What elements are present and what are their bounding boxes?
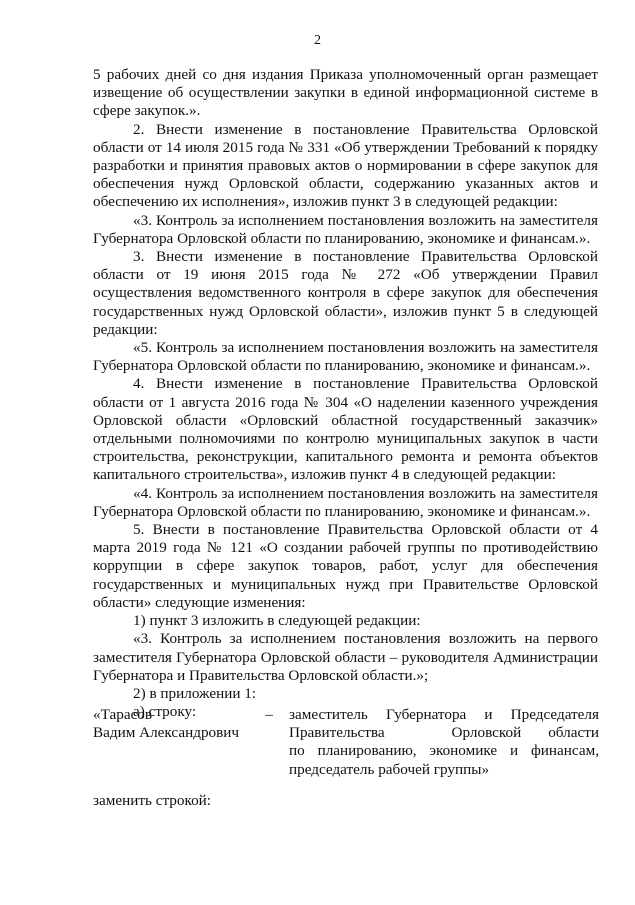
position-line: заместитель Губернатора и Председателя bbox=[289, 706, 599, 723]
position-word: Орловской bbox=[451, 724, 522, 742]
position-line bbox=[289, 724, 599, 742]
paragraph: «3. Контроль за исполнением постановления возложить на заместителя Губернатора Орловской области по планированию, экономике и финансам.». bbox=[93, 211, 598, 247]
list-item: 2) в приложении 1: bbox=[133, 684, 257, 702]
position-line: председатель рабочей группы» bbox=[289, 760, 490, 778]
member-given-names: Вадим Александрович bbox=[93, 724, 240, 742]
paragraph: «5. Контроль за исполнением постановления возложить на заместителя Губернатора Орловской области по планированию, экономике и финансам.». bbox=[93, 339, 598, 375]
member-surname: «Тарасов bbox=[93, 706, 153, 723]
position-word: Правительства bbox=[289, 724, 385, 742]
position-word: области bbox=[548, 724, 599, 742]
page-number: 2 bbox=[314, 33, 321, 48]
replace-instruction: заменить строкой: bbox=[93, 792, 212, 809]
member-name bbox=[93, 706, 263, 742]
paragraph: «3. Контроль за исполнением постановления возложить на первого заместителя Губернатора Орловской области – руководителя Администрации Губернатора и Правительства Орловской области.»; bbox=[93, 630, 598, 684]
paragraph: 5. Внести в постановление Правительства Орловской области от 4 марта 2019 года № 121 «О создании рабочей группы по противодействию коррупции в сфере закупок товаров, работ, услуг для обеспечения государственных и муниципальных нужд при Правительстве Орловской области» следующие изменения: bbox=[93, 521, 598, 611]
paragraph: 2. Внести изменение в постановление Правительства Орловской области от 14 июля 2015 года № 331 «Об утверждении Требований к порядку разработки и принятия правовых актов о нормировании в сфере закупок для обеспечения нужд Орловской области, содержанию указанных актов и обеспечению их исполнения», изложив пункт 3 в следующей редакции: bbox=[93, 120, 598, 211]
paragraph: 5 рабочих дней со дня издания Приказа уполномоченный орган размещает извещение об осуществлении закупки в единой информационной системе в сфере закупок.». bbox=[93, 66, 598, 120]
list-item: 1) пункт 3 изложить в следующей редакции: bbox=[133, 612, 421, 630]
member-position bbox=[289, 706, 599, 779]
position-line: по планированию, экономике и финансам, bbox=[289, 742, 599, 760]
paragraph: «4. Контроль за исполнением постановления возложить на заместителя Губернатора Орловской области по планированию, экономике и финансам.». bbox=[93, 484, 598, 520]
list-item: а) строку: bbox=[133, 703, 197, 721]
document-body bbox=[93, 66, 598, 721]
paragraph: 4. Внести изменение в постановление Правительства Орловской области от 1 августа 2016 года № 304 «О наделении казенного учреждения Орловской области «Орловский областной государственный заказчик» отдельными полномочиями по контролю муниципальных закупок в части строительства, реконструкции, капитального ремонта и ремонта объектов капитального строительства», изложив пункт 4 в следующей редакции: bbox=[93, 375, 598, 484]
dash-separator: – bbox=[265, 706, 273, 723]
paragraph: 3. Внести изменение в постановление Правительства Орловской области от 19 июня 2015 года № 272 «Об утверждении Правил осуществления ведомственного контроля в сфере закупок для обеспечения государственных нужд Орловской области», изложив пункт 5 в следующей редакции: bbox=[93, 248, 598, 338]
